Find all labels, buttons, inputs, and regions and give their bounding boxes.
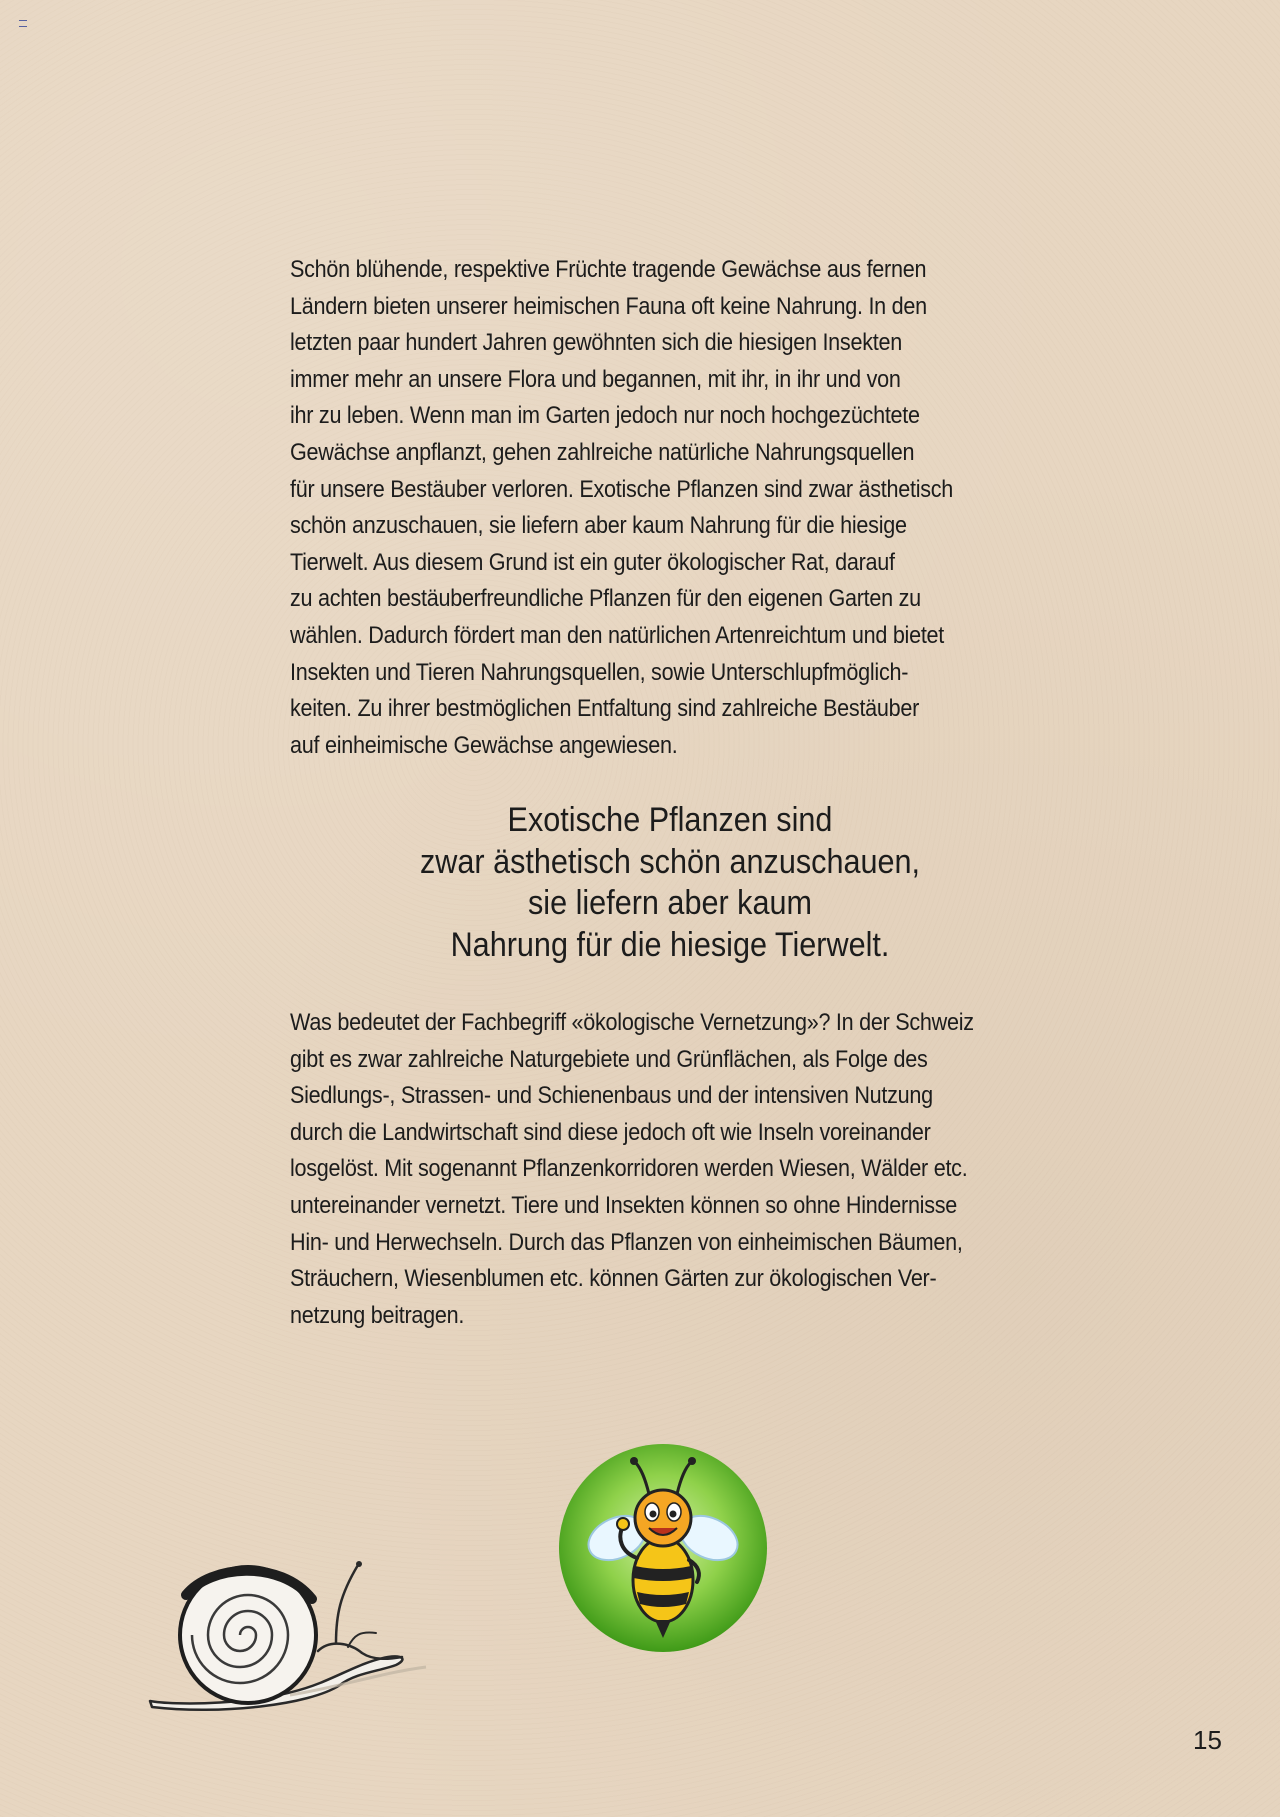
text-line: netzung beitragen. bbox=[290, 1301, 465, 1329]
text-line: wählen. Dadurch fördert man den natürlichen Artenreichtum und bietet bbox=[290, 621, 945, 649]
text-line: untereinander vernetzt. Tiere und Insekten können so ohne Hindernisse bbox=[290, 1191, 958, 1219]
text-line: Sträuchern, Wiesenblumen etc. können Gärten zur ökologischen Ver- bbox=[290, 1265, 937, 1293]
page-number: 15 bbox=[1193, 1725, 1222, 1755]
text-line: auf einheimische Gewächse angewiesen. bbox=[290, 731, 678, 759]
quote-line: zwar ästhetisch schön anzuschauen, bbox=[419, 842, 921, 881]
text-line: Tierwelt. Aus diesem Grund ist ein guter ökologischer Rat, darauf bbox=[290, 548, 895, 576]
pull-quote bbox=[400, 800, 940, 966]
text-line: Siedlungs-, Strassen- und Schienenbaus und der intensiven Nutzung bbox=[290, 1082, 933, 1110]
text-line: ihr zu leben. Wenn man im Garten jedoch nur noch hochgezüchtete bbox=[290, 402, 920, 430]
text-line: letzten paar hundert Jahren gewöhnten sich die hiesigen Insekten bbox=[290, 329, 902, 357]
paragraph-pollinators bbox=[290, 252, 974, 764]
text-line: immer mehr an unsere Flora und begannen, mit ihr, in ihr und von bbox=[290, 365, 901, 393]
quote-line: Exotische Pflanzen sind bbox=[507, 801, 833, 839]
text-line: zu achten bestäuberfreundliche Pflanzen für den eigenen Garten zu bbox=[290, 585, 921, 613]
paragraph-ecological-network bbox=[290, 1005, 974, 1334]
text-line: Schön blühende, respektive Früchte tragende Gewächse aus fernen bbox=[290, 256, 927, 283]
bee-badge-icon bbox=[557, 1442, 769, 1654]
text-line: Gewächse anpflanzt, gehen zahlreiche natürliche Nahrungsquellen bbox=[290, 438, 915, 466]
snail-icon bbox=[140, 1555, 430, 1715]
text-line: Ländern bieten unserer heimischen Fauna oft keine Nahrung. In den bbox=[290, 292, 927, 320]
text-line: schön anzuschauen, sie liefern aber kaum Nahrung für die hiesige bbox=[290, 512, 907, 540]
quote-line: sie liefern aber kaum bbox=[527, 884, 813, 922]
text-line: Insekten und Tieren Nahrungsquellen, sowie Unterschlupfmöglich- bbox=[290, 658, 909, 686]
text-line: durch die Landwirtschaft sind diese jedoch oft wie Inseln voreinander bbox=[290, 1118, 931, 1146]
quote-line: Nahrung für die hiesige Tierwelt. bbox=[450, 925, 890, 964]
text-line: Was bedeutet der Fachbegriff «ökologische Vernetzung»? In der Schweiz bbox=[290, 1009, 974, 1036]
text-line: für unsere Bestäuber verloren. Exotische Pflanzen sind zwar ästhetisch bbox=[290, 475, 954, 503]
text-line: gibt es zwar zahlreiche Naturgebiete und Grünflächen, als Folge des bbox=[290, 1045, 928, 1073]
text-line: Hin- und Herwechseln. Durch das Pflanzen von einheimischen Bäumen, bbox=[290, 1228, 963, 1256]
text-line: keiten. Zu ihrer bestmöglichen Entfaltung sind zahlreiche Bestäuber bbox=[290, 695, 920, 723]
corner-mark bbox=[19, 20, 27, 27]
text-line: losgelöst. Mit sogenannt Pflanzenkorridoren werden Wiesen, Wälder etc. bbox=[290, 1155, 968, 1183]
